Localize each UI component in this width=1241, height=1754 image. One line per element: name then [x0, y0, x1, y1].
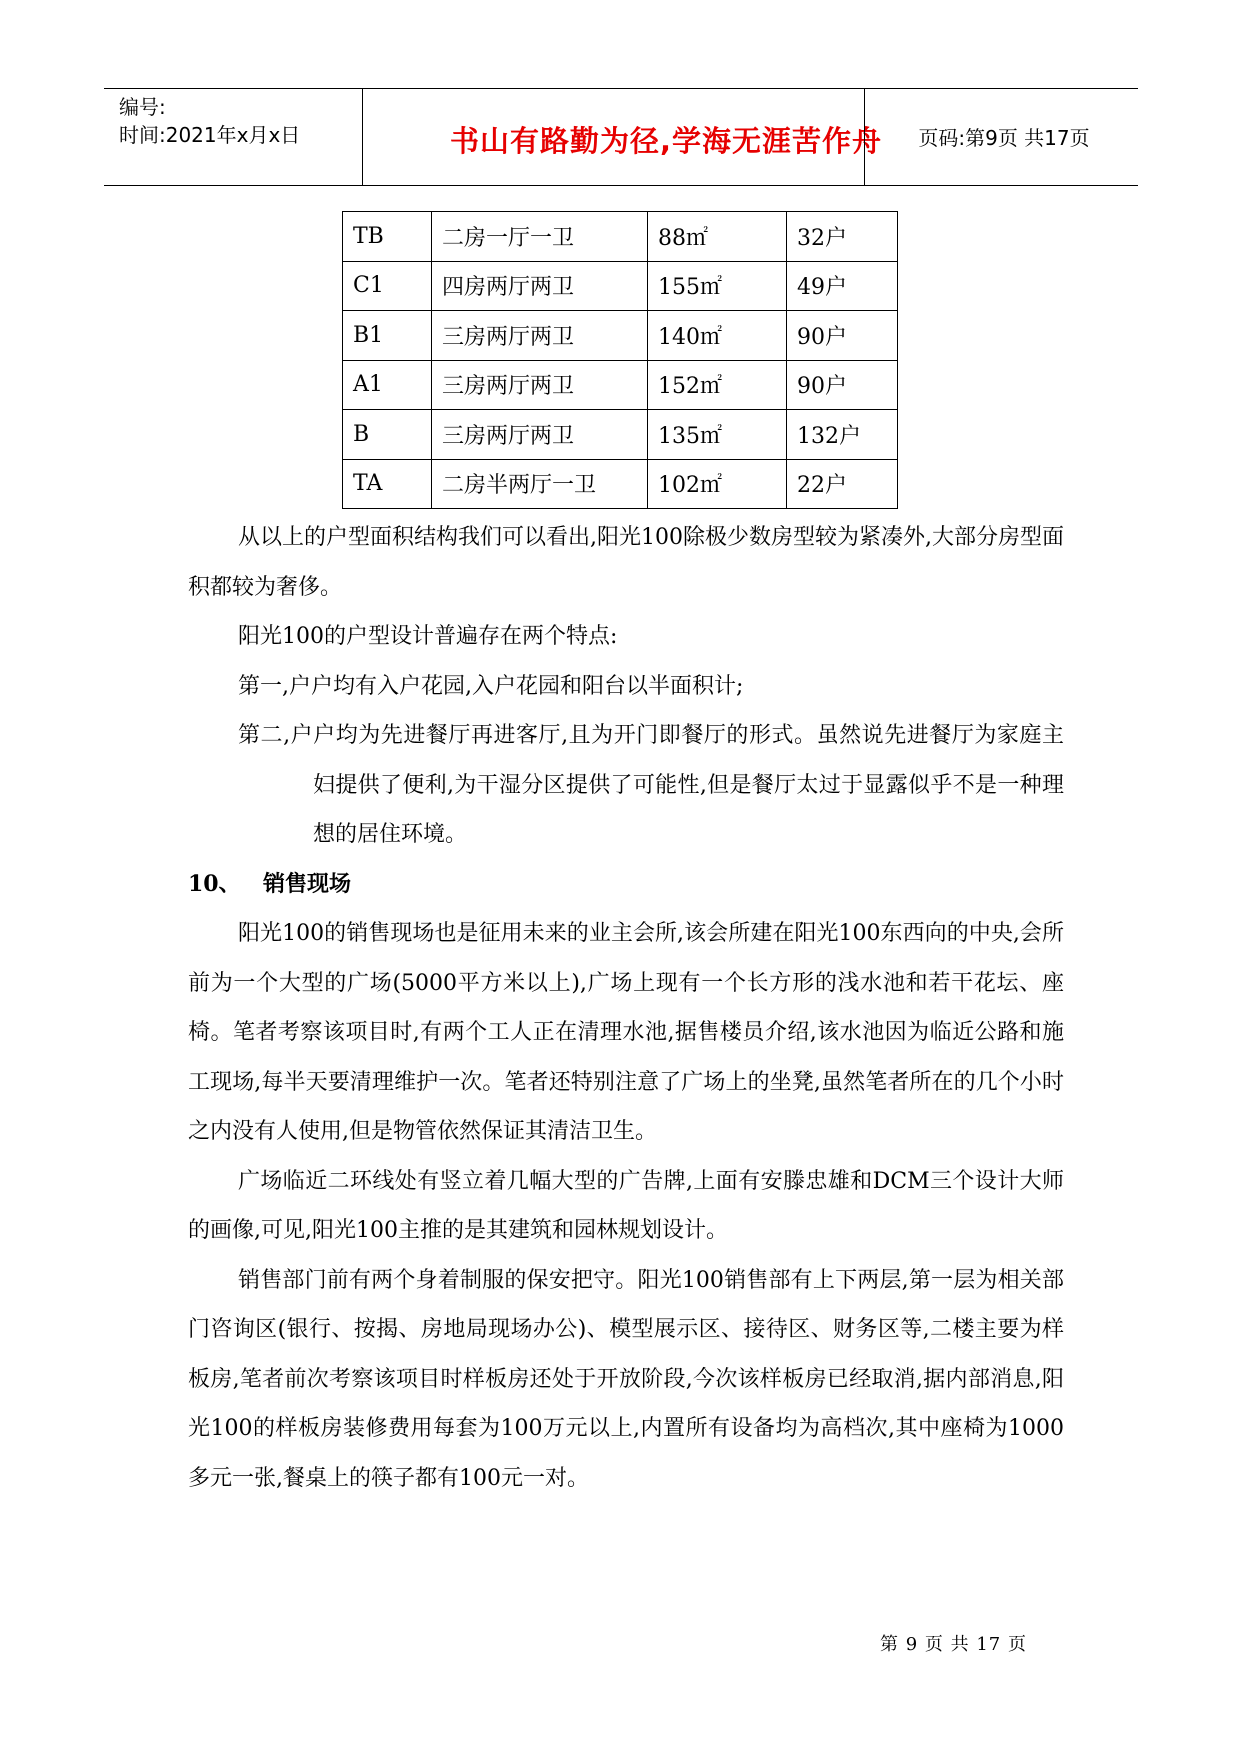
table-row: [343, 410, 898, 460]
table-cell-type: TB: [343, 212, 432, 262]
page-footer: 第 9 页 共 17 页: [880, 1634, 1027, 1655]
table-cell-layout: 二房半两厅一卫: [432, 459, 648, 509]
table-cell-type: C1: [343, 261, 432, 311]
table-cell-units: 22户: [787, 459, 898, 509]
table-cell-units: 132户: [787, 410, 898, 460]
table-cell-type: TA: [343, 459, 432, 509]
header-motto: 书山有路勤为径,学海无涯苦作舟: [449, 124, 883, 158]
document-time-label: 时间:2021年x月x日: [119, 123, 301, 147]
table-row: [343, 261, 898, 311]
header-divider-left: [362, 89, 363, 185]
header-meta: [119, 93, 364, 149]
paragraph-feature-two: 第二,户户均为先进餐厅再进客厅,且为开门即餐厅的形式。虽然说先进餐厅为家庭主妇提供了便利,为干湿分区提供了可能性,但是餐厅太过于显露似乎不是一种理想的居住环境。: [238, 723, 1064, 847]
document-number-label: 编号:: [119, 95, 166, 119]
paragraph-features-intro: 阳光100的户型设计普遍存在两个特点:: [238, 624, 618, 649]
table-cell-type: B1: [343, 311, 432, 361]
section-heading: [188, 860, 1064, 910]
unit-type-table: [342, 211, 898, 509]
table-cell-units: 90户: [787, 311, 898, 361]
table-cell-layout: 三房两厅两卫: [432, 311, 648, 361]
table-cell-layout: 三房两厅两卫: [432, 360, 648, 410]
table-row: [343, 459, 898, 509]
body-text: [188, 513, 1064, 1503]
paragraph-billboards: 广场临近二环线处有竖立着几幅大型的广告牌,上面有安滕忠雄和DCM三个设计大师的画像,可见,阳光100主推的是其建筑和园林规划设计。: [188, 1168, 1064, 1243]
table-cell-area: 152㎡: [648, 360, 787, 410]
table-cell-area: 102㎡: [648, 459, 787, 509]
table-cell-units: 49户: [787, 261, 898, 311]
page-header: [104, 88, 1138, 186]
table-cell-area: 88㎡: [648, 212, 787, 262]
table-cell-type: B: [343, 410, 432, 460]
header-page-label: 页码:第9页 共17页: [918, 126, 1090, 150]
table-cell-layout: 三房两厅两卫: [432, 410, 648, 460]
paragraph-unit-summary: 从以上的户型面积结构我们可以看出,阳光100除极少数房型较为紧凑外,大部分房型面积都较为奢侈。: [188, 525, 1064, 600]
table-cell-layout: 四房两厅两卫: [432, 261, 648, 311]
table-cell-layout: 二房一厅一卫: [432, 212, 648, 262]
table-cell-units: 32户: [787, 212, 898, 262]
table-cell-area: 155㎡: [648, 261, 787, 311]
section-title: 销售现场: [263, 871, 352, 897]
table-cell-units: 90户: [787, 360, 898, 410]
table-cell-type: A1: [343, 360, 432, 410]
table-cell-area: 135㎡: [648, 410, 787, 460]
section-number: 10、: [188, 870, 241, 897]
paragraph-feature-one: 第一,户户均有入户花园,入户花园和阳台以半面积计;: [238, 673, 744, 699]
paragraph-sales-office: 销售部门前有两个身着制服的保安把守。阳光100销售部有上下两层,第一层为相关部门咨询区(银行、按揭、房地局现场办公)、模型展示区、接待区、财务区等,二楼主要为样板房,笔者前次考察该项目时样板房还处于开放阶段,今次该样板房已经取消,据内部消息,阳光100的样板房装修费用每套为100万元以上,内置所有设备均为高档次,其中座椅为1000多元一张,餐桌上的筷子都有100元一对。: [188, 1267, 1064, 1491]
table-cell-area: 140㎡: [648, 311, 787, 361]
table-row: [343, 311, 898, 361]
table-row: [343, 212, 898, 262]
paragraph-sales-site: 阳光100的销售现场也是征用未来的业主会所,该会所建在阳光100东西向的中央,会所前为一个大型的广场(5000平方米以上),广场上现有一个长方形的浅水池和若干花坛、座椅。笔者考察该项目时,有两个工人正在清理水池,据售楼员介绍,该水池因为临近公路和施工现场,每半天要清理维护一次。笔者还特别注意了广场上的坐凳,虽然笔者所在的几个小时之内没有人使用,但是物管依然保证其清洁卫生。: [188, 921, 1064, 1144]
table-row: [343, 360, 898, 410]
